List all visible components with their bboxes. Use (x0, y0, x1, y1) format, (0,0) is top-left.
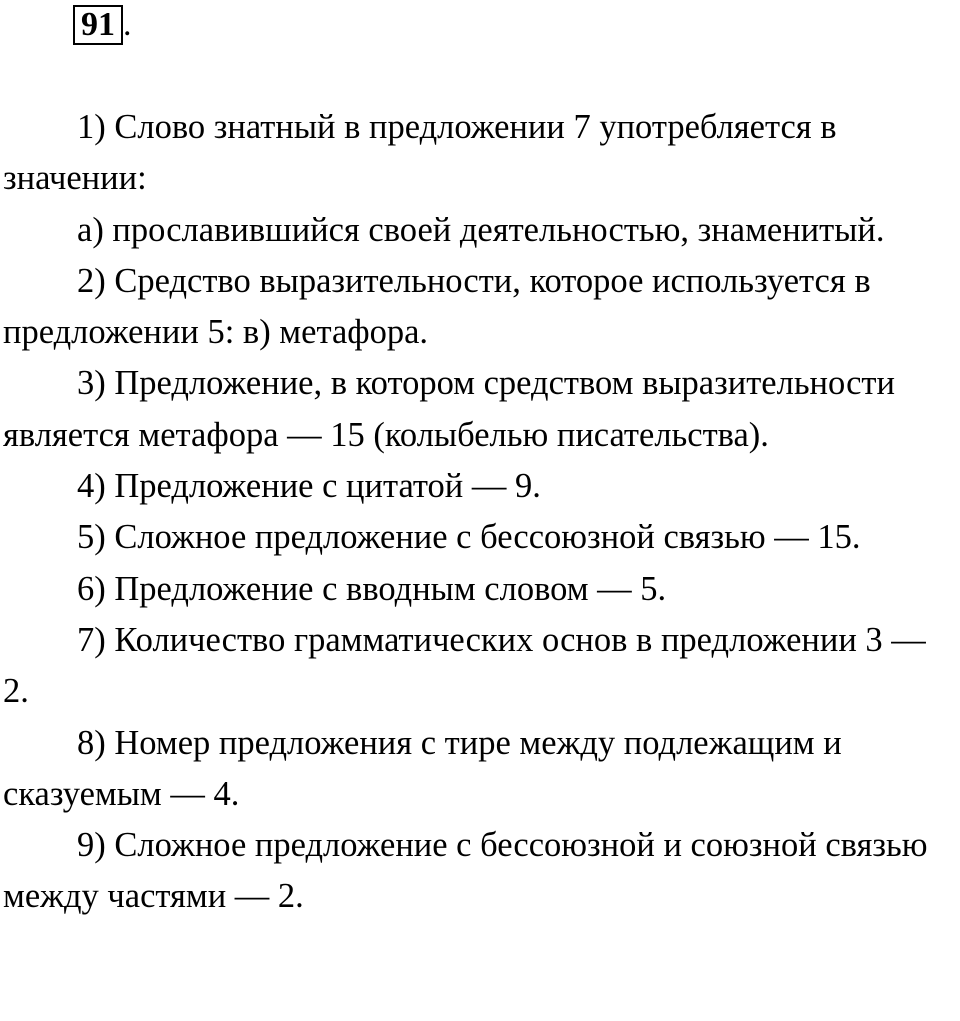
answer-paragraph-1a: а) прославившийся своей деятельностью, знаменитый. (77, 210, 885, 249)
answer-paragraph-8: 8) Номер предложения с тире между подлежащим и сказуемым — 4. (3, 723, 842, 813)
answer-paragraph-3: 3) Предложение, в котором средством выразительности является метафора — 15 (колыбелью писательства). (3, 364, 895, 454)
answer-paragraph-1: 1) Слово знатный в предложении 7 употребляется в значении: (3, 108, 837, 198)
answer-paragraph-9: 9) Сложное предложение с бессоюзной и союзной связью между частями — 2. (3, 826, 928, 916)
answer-text (3, 102, 958, 923)
answer-paragraph-5: 5) Сложное предложение с бессоюзной связью — 15. (77, 518, 861, 557)
task-number-dot: . (123, 6, 132, 43)
answer-paragraph-4: 4) Предложение с цитатой — 9. (77, 467, 541, 506)
answer-paragraph-7: 7) Количество грамматических основ в предложении 3 — 2. (3, 620, 926, 711)
task-number-box: 91 (73, 5, 123, 45)
answer-paragraph-2: 2) Средство выразительности, которое используется в предложении 5: в) метафора. (3, 261, 871, 352)
answer-paragraph-6: 6) Предложение с вводным словом — 5. (77, 569, 667, 608)
task-header (73, 5, 132, 45)
